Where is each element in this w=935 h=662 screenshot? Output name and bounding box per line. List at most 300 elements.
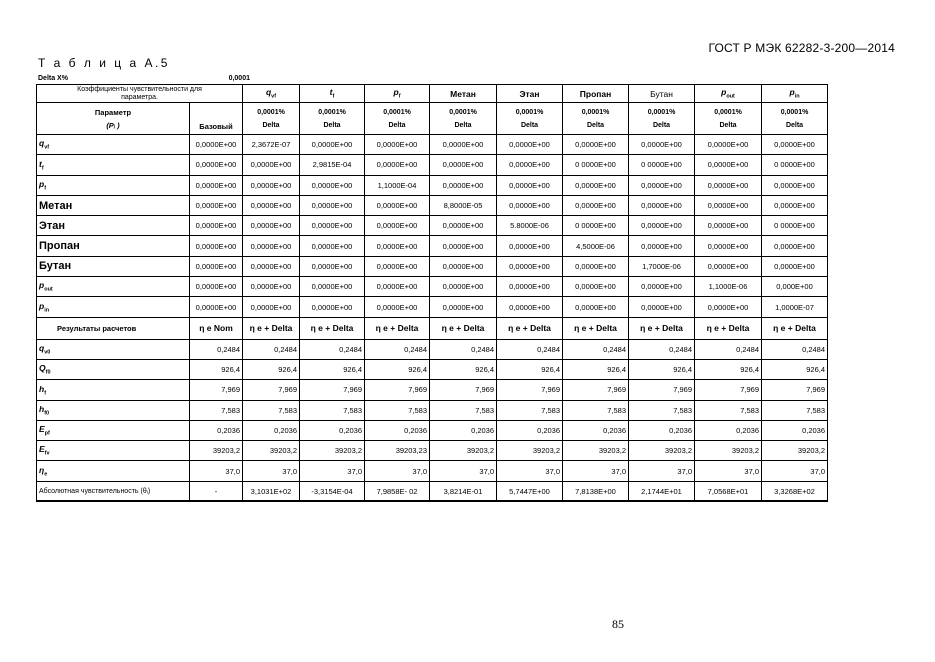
row-label-text: h bbox=[39, 383, 45, 394]
value-cell: 926,4 bbox=[563, 359, 629, 379]
value-cell: 0,0000E+00 bbox=[190, 277, 243, 297]
value-cell: 0,0000E+00 bbox=[695, 155, 762, 175]
eta-header: η e + Delta bbox=[762, 317, 828, 339]
row-label bbox=[37, 461, 190, 481]
delta-word: Delta bbox=[323, 121, 341, 129]
value-cell: 0,0000E+00 bbox=[190, 236, 243, 256]
value-cell: 0,0000E+00 bbox=[243, 297, 300, 317]
value-cell: 0,2484 bbox=[430, 339, 497, 359]
value-cell: 37,0 bbox=[430, 461, 497, 481]
delta-word: Delta bbox=[520, 121, 539, 129]
value-cell: 0,000E+00 bbox=[762, 277, 828, 297]
value-cell: 2,9815E-04 bbox=[300, 155, 365, 175]
value-cell: 0,0000E+00 bbox=[695, 297, 762, 317]
value-cell: 37,0 bbox=[365, 461, 430, 481]
value-cell: 7,583 bbox=[365, 400, 430, 420]
abs-value: 3,1031E+02 bbox=[243, 481, 300, 501]
row-label-text: Пропан bbox=[39, 240, 80, 253]
value-cell: 926,4 bbox=[300, 359, 365, 379]
value-cell: 7,583 bbox=[695, 400, 762, 420]
row-label-sub: out bbox=[44, 287, 53, 294]
value-cell: 0,0000E+00 bbox=[430, 155, 497, 175]
row-label bbox=[37, 297, 190, 317]
value-cell: 0,0000E+00 bbox=[365, 277, 430, 297]
delta-header bbox=[300, 103, 365, 135]
row-label bbox=[37, 175, 190, 195]
value-cell: 0,0000E+00 bbox=[190, 256, 243, 276]
value-cell: 39203,2 bbox=[243, 441, 300, 461]
value-cell: 0,0000E+00 bbox=[497, 236, 563, 256]
result-row bbox=[37, 400, 828, 420]
value-cell: 0,2036 bbox=[430, 420, 497, 440]
value-cell: 0,2036 bbox=[695, 420, 762, 440]
column-header bbox=[365, 85, 430, 103]
delta-percent: 0,0001% bbox=[581, 108, 610, 116]
value-cell: 926,4 bbox=[629, 359, 695, 379]
value-cell: 0,0000E+00 bbox=[430, 216, 497, 236]
value-cell: 0,0000E+00 bbox=[300, 277, 365, 297]
value-cell: 0,0000E+00 bbox=[497, 256, 563, 276]
value-cell: 0,0000E+00 bbox=[563, 277, 629, 297]
value-cell: 0,0000E+00 bbox=[629, 175, 695, 195]
value-cell: 0,2484 bbox=[190, 339, 243, 359]
row-label bbox=[37, 380, 190, 400]
value-cell: 926,4 bbox=[762, 359, 828, 379]
standard-number: ГОСТ Р МЭК 62282-3-200—2014 bbox=[708, 41, 895, 55]
column-header: Этан bbox=[497, 85, 563, 103]
column-header bbox=[300, 85, 365, 103]
abs-sensitivity-row bbox=[37, 481, 828, 501]
delta-percent: 0,0001% bbox=[449, 108, 477, 116]
value-cell: 0,0000E+00 bbox=[695, 135, 762, 155]
value-cell: 0,0000E+00 bbox=[243, 277, 300, 297]
value-cell: 7,583 bbox=[762, 400, 828, 420]
abs-value: 3,3268E+02 bbox=[762, 481, 828, 501]
value-cell: 0,0000E+00 bbox=[430, 297, 497, 317]
input-row bbox=[37, 175, 828, 195]
abs-value: 5,7447E+00 bbox=[497, 481, 563, 501]
value-cell: 7,583 bbox=[497, 400, 563, 420]
value-cell: 0,0000E+00 bbox=[629, 195, 695, 215]
value-cell: 0,0000E+00 bbox=[695, 236, 762, 256]
row-label-text: Этан bbox=[39, 219, 65, 232]
value-cell: 0,0000E+00 bbox=[762, 256, 828, 276]
value-cell: 0,0000E+00 bbox=[497, 195, 563, 215]
value-cell: 0,2036 bbox=[563, 420, 629, 440]
column-symbol-display: t bbox=[329, 87, 333, 98]
base-header: Базовый bbox=[190, 103, 243, 135]
value-cell: 39203,2 bbox=[563, 441, 629, 461]
row-label-sub: v0 bbox=[44, 349, 51, 356]
row-label-text: Метан bbox=[39, 199, 73, 212]
row-label bbox=[37, 256, 190, 276]
row-label bbox=[37, 277, 190, 297]
value-cell: 0,0000E+00 bbox=[365, 297, 430, 317]
value-cell: 37,0 bbox=[563, 461, 629, 481]
value-cell: 0,0000E+00 bbox=[300, 236, 365, 256]
column-header bbox=[695, 85, 762, 103]
column-header bbox=[762, 85, 828, 103]
column-subscript: f bbox=[332, 93, 335, 100]
row-label-text: p bbox=[39, 300, 45, 311]
value-cell: 0,0000E+00 bbox=[190, 155, 243, 175]
value-cell: 0,0000E+00 bbox=[190, 195, 243, 215]
delta-word: Delta bbox=[388, 121, 406, 129]
row-label bbox=[37, 400, 190, 420]
value-cell: 39203,2 bbox=[190, 441, 243, 461]
value-cell: 0,0000E+00 bbox=[629, 277, 695, 297]
value-cell: 0,2484 bbox=[629, 339, 695, 359]
row-label bbox=[37, 359, 190, 379]
row-label bbox=[37, 135, 190, 155]
row-label-text: q bbox=[39, 138, 45, 149]
value-cell: 0,0000E+00 bbox=[497, 175, 563, 195]
result-row bbox=[37, 380, 828, 400]
column-subscript: in bbox=[794, 93, 800, 100]
column-symbol-display: q bbox=[265, 87, 272, 98]
input-row bbox=[37, 155, 828, 175]
delta-header bbox=[563, 103, 629, 135]
results-header-row bbox=[37, 317, 828, 339]
row-label-sub: vf bbox=[44, 144, 50, 151]
value-cell: 0,0000E+00 bbox=[190, 297, 243, 317]
header-row-2 bbox=[37, 103, 828, 135]
value-cell: 0,0000E+00 bbox=[563, 297, 629, 317]
row-label-text: t bbox=[39, 158, 42, 169]
row-label-text: q bbox=[39, 342, 45, 353]
row-label-sub: f0 bbox=[45, 369, 51, 376]
value-cell: 0,0000E+00 bbox=[365, 155, 430, 175]
value-cell: 7,969 bbox=[497, 380, 563, 400]
value-cell: 0,2484 bbox=[695, 339, 762, 359]
row-label-text: E bbox=[39, 424, 45, 435]
value-cell: 0,0000E+00 bbox=[563, 195, 629, 215]
column-header: Пропан bbox=[563, 85, 629, 103]
value-cell: 0,0000E+00 bbox=[629, 216, 695, 236]
value-cell: 0,0000E+00 bbox=[695, 175, 762, 195]
row-label-text: Q bbox=[39, 363, 46, 374]
column-subscript: out bbox=[726, 93, 735, 100]
value-cell: 0 0000E+00 bbox=[629, 155, 695, 175]
delta-percent: 0,0001% bbox=[647, 108, 676, 116]
delta-word: Delta bbox=[785, 121, 804, 129]
abs-value: 7,0568E+01 bbox=[695, 481, 762, 501]
value-cell: 0,0000E+00 bbox=[190, 175, 243, 195]
value-cell: 926,4 bbox=[243, 359, 300, 379]
value-cell: 926,4 bbox=[365, 359, 430, 379]
eta-header: η e + Delta bbox=[365, 317, 430, 339]
delta-header bbox=[243, 103, 300, 135]
value-cell: 926,4 bbox=[497, 359, 563, 379]
value-cell: 7,969 bbox=[365, 380, 430, 400]
delta-label: Delta X% bbox=[38, 75, 68, 82]
input-row bbox=[37, 195, 828, 215]
eta-header: η e + Delta bbox=[243, 317, 300, 339]
row-label bbox=[37, 339, 190, 359]
column-subscript: f bbox=[398, 93, 401, 100]
row-label-sub: f bbox=[44, 390, 47, 397]
value-cell: 926,4 bbox=[695, 359, 762, 379]
delta-setting bbox=[38, 75, 250, 82]
value-cell: 7,583 bbox=[629, 400, 695, 420]
abs-value: 7,8138E+00 bbox=[563, 481, 629, 501]
delta-word: Delta bbox=[586, 121, 605, 129]
value-cell: 0,0000E+00 bbox=[497, 277, 563, 297]
delta-header bbox=[695, 103, 762, 135]
value-cell: 39203,23 bbox=[365, 441, 430, 461]
row-label-text: p bbox=[39, 280, 45, 291]
value-cell: 0,0000E+00 bbox=[243, 216, 300, 236]
delta-word: Delta bbox=[454, 121, 472, 129]
value-cell: 0,0000E+00 bbox=[430, 175, 497, 195]
value-cell: 8,8000E-05 bbox=[430, 195, 497, 215]
value-cell: 1,1000E-06 bbox=[695, 277, 762, 297]
delta-percent: 0,0001% bbox=[383, 108, 411, 116]
value-cell: 0,0000E+00 bbox=[300, 175, 365, 195]
value-cell: 0,0000E+00 bbox=[243, 236, 300, 256]
value-cell: 7,583 bbox=[300, 400, 365, 420]
value-cell: 0,0000E+00 bbox=[190, 216, 243, 236]
value-cell: 0,2484 bbox=[762, 339, 828, 359]
delta-percent: 0,0001% bbox=[780, 108, 809, 116]
value-cell: 0,0000E+00 bbox=[300, 256, 365, 276]
value-cell: 0 0000E+00 bbox=[563, 155, 629, 175]
row-label bbox=[37, 216, 190, 236]
value-cell: 1,0000E-07 bbox=[762, 297, 828, 317]
results-label: Результаты расчетов bbox=[37, 317, 190, 339]
delta-header bbox=[365, 103, 430, 135]
value-cell: 0,0000E+00 bbox=[563, 135, 629, 155]
param-sub: (Pᵢ ) bbox=[106, 120, 120, 130]
row-label-sub: e bbox=[44, 471, 48, 478]
value-cell: 37,0 bbox=[243, 461, 300, 481]
delta-percent: 0,0001% bbox=[257, 108, 285, 116]
row-label-text: η bbox=[39, 464, 45, 475]
delta-header bbox=[497, 103, 563, 135]
value-cell: 0,0000E+00 bbox=[762, 175, 828, 195]
value-cell: 0,2036 bbox=[190, 420, 243, 440]
eta-header: η e + Delta bbox=[300, 317, 365, 339]
value-cell: 5.8000E-06 bbox=[497, 216, 563, 236]
abs-value: 7,9858E- 02 bbox=[365, 481, 430, 501]
delta-value: 0,0001 bbox=[228, 75, 250, 82]
delta-header bbox=[430, 103, 497, 135]
value-cell: 0,2484 bbox=[243, 339, 300, 359]
value-cell: 0,0000E+00 bbox=[695, 256, 762, 276]
delta-word: Delta bbox=[719, 121, 737, 129]
input-row bbox=[37, 216, 828, 236]
input-row bbox=[37, 135, 828, 155]
row-label bbox=[37, 236, 190, 256]
value-cell: 7,583 bbox=[430, 400, 497, 420]
value-cell: 0 0000E+00 bbox=[563, 216, 629, 236]
result-row bbox=[37, 359, 828, 379]
value-cell: 0,0000E+00 bbox=[365, 135, 430, 155]
value-cell: 0 0000E+00 bbox=[762, 155, 828, 175]
result-row bbox=[37, 441, 828, 461]
value-cell: 39203,2 bbox=[695, 441, 762, 461]
param-header bbox=[37, 103, 190, 135]
value-cell: 0,0000E+00 bbox=[762, 135, 828, 155]
eta-header: η e + Delta bbox=[695, 317, 762, 339]
value-cell: 0,0000E+00 bbox=[365, 195, 430, 215]
value-cell: 37,0 bbox=[497, 461, 563, 481]
input-row bbox=[37, 297, 828, 317]
column-symbol-display: p bbox=[721, 87, 727, 98]
delta-word: Delta bbox=[262, 121, 280, 129]
page-number: 85 bbox=[612, 617, 624, 631]
input-row bbox=[37, 236, 828, 256]
value-cell: 7,969 bbox=[430, 380, 497, 400]
abs-value: 2,1744E+01 bbox=[629, 481, 695, 501]
column-symbol-display: p bbox=[393, 87, 399, 98]
value-cell: 0,2036 bbox=[497, 420, 563, 440]
row-label-text: p bbox=[39, 178, 45, 189]
value-cell: 1,7000E-06 bbox=[629, 256, 695, 276]
value-cell: 0 0000E+00 bbox=[762, 216, 828, 236]
value-cell: 39203,2 bbox=[497, 441, 563, 461]
value-cell: 7,969 bbox=[762, 380, 828, 400]
value-cell: 37,0 bbox=[762, 461, 828, 481]
value-cell: 7,969 bbox=[300, 380, 365, 400]
value-cell: 0,0000E+00 bbox=[365, 216, 430, 236]
value-cell: 7,583 bbox=[563, 400, 629, 420]
value-cell: 39203,2 bbox=[300, 441, 365, 461]
value-cell: 0,0000E+00 bbox=[300, 216, 365, 236]
value-cell: 0,0000E+00 bbox=[430, 236, 497, 256]
value-cell: 7,969 bbox=[243, 380, 300, 400]
value-cell: 0,0000E+00 bbox=[497, 297, 563, 317]
value-cell: 0,0000E+00 bbox=[695, 216, 762, 236]
result-row bbox=[37, 420, 828, 440]
row-label-sub: pf bbox=[44, 430, 50, 437]
delta-header bbox=[629, 103, 695, 135]
value-cell: 0,2484 bbox=[497, 339, 563, 359]
value-cell: 7,583 bbox=[243, 400, 300, 420]
row-label bbox=[37, 420, 190, 440]
value-cell: 2,3672E-07 bbox=[243, 135, 300, 155]
value-cell: 0,0000E+00 bbox=[190, 135, 243, 155]
value-cell: 7,969 bbox=[629, 380, 695, 400]
value-cell: 0,0000E+00 bbox=[497, 135, 563, 155]
value-cell: 0,0000E+00 bbox=[563, 175, 629, 195]
value-cell: 0,0000E+00 bbox=[243, 256, 300, 276]
value-cell: 0,0000E+00 bbox=[300, 135, 365, 155]
corner-label: Коэффициенты чувствительности для параметра. bbox=[37, 85, 243, 103]
value-cell: 0,0000E+00 bbox=[430, 256, 497, 276]
value-cell: 7,969 bbox=[190, 380, 243, 400]
column-symbol-display: p bbox=[789, 87, 795, 98]
param-label: Параметр bbox=[94, 107, 132, 117]
input-row bbox=[37, 277, 828, 297]
value-cell: 0,0000E+00 bbox=[243, 155, 300, 175]
result-row bbox=[37, 461, 828, 481]
value-cell: 39203,2 bbox=[762, 441, 828, 461]
value-cell: 0,2484 bbox=[365, 339, 430, 359]
abs-value: 3,8214E-01 bbox=[430, 481, 497, 501]
value-cell: 0,2036 bbox=[762, 420, 828, 440]
row-label bbox=[37, 195, 190, 215]
value-cell: 0,0000E+00 bbox=[762, 236, 828, 256]
value-cell: 0,0000E+00 bbox=[365, 256, 430, 276]
row-label-sub: f bbox=[41, 165, 44, 172]
value-cell: 7,583 bbox=[190, 400, 243, 420]
delta-header bbox=[762, 103, 828, 135]
row-label-text: h bbox=[39, 403, 45, 414]
value-cell: 1,1000E-04 bbox=[365, 175, 430, 195]
abs-value: - bbox=[190, 481, 243, 501]
abs-value: -3,3154E-04 bbox=[300, 481, 365, 501]
value-cell: 0,0000E+00 bbox=[300, 195, 365, 215]
row-label-sub: f0 bbox=[44, 410, 50, 417]
value-cell: 0,0000E+00 bbox=[695, 195, 762, 215]
value-cell: 926,4 bbox=[190, 359, 243, 379]
value-cell: 37,0 bbox=[629, 461, 695, 481]
value-cell: 0,0000E+00 bbox=[629, 297, 695, 317]
value-cell: 0,2036 bbox=[365, 420, 430, 440]
eta-header: η e + Delta bbox=[430, 317, 497, 339]
eta-header: η e + Delta bbox=[629, 317, 695, 339]
value-cell: 37,0 bbox=[190, 461, 243, 481]
value-cell: 0,2036 bbox=[300, 420, 365, 440]
value-cell: 926,4 bbox=[430, 359, 497, 379]
row-label-text: E bbox=[39, 444, 45, 455]
table-caption: Т а б л и ц а А.5 bbox=[38, 56, 170, 70]
value-cell: 4,5000E-06 bbox=[563, 236, 629, 256]
row-label bbox=[37, 441, 190, 461]
value-cell: 0,2036 bbox=[243, 420, 300, 440]
delta-percent: 0,0001% bbox=[714, 108, 742, 116]
value-cell: 37,0 bbox=[695, 461, 762, 481]
value-cell: 0,0000E+00 bbox=[563, 256, 629, 276]
value-cell: 7,969 bbox=[695, 380, 762, 400]
value-cell: 37,0 bbox=[300, 461, 365, 481]
eta-header: η e + Delta bbox=[563, 317, 629, 339]
value-cell: 0,0000E+00 bbox=[629, 135, 695, 155]
header-row-1 bbox=[37, 85, 828, 103]
delta-percent: 0,0001% bbox=[318, 108, 346, 116]
value-cell: 0,0000E+00 bbox=[497, 155, 563, 175]
value-cell: 0,0000E+00 bbox=[243, 175, 300, 195]
value-cell: 39203,2 bbox=[629, 441, 695, 461]
result-row bbox=[37, 339, 828, 359]
value-cell: 7,969 bbox=[563, 380, 629, 400]
value-cell: 0,0000E+00 bbox=[629, 236, 695, 256]
value-cell: 0,2484 bbox=[300, 339, 365, 359]
column-header: Бутан bbox=[629, 85, 695, 103]
row-label-sub: fv bbox=[44, 451, 50, 458]
row-label bbox=[37, 155, 190, 175]
value-cell: 39203,2 bbox=[430, 441, 497, 461]
eta-header: η e Nom bbox=[190, 317, 243, 339]
column-subscript: vf bbox=[271, 93, 277, 100]
delta-word: Delta bbox=[652, 121, 671, 129]
sensitivity-table bbox=[36, 84, 828, 502]
value-cell: 0,0000E+00 bbox=[300, 297, 365, 317]
abs-label: Абсолютная чувствительность (θᵢ) bbox=[37, 481, 190, 501]
input-row bbox=[37, 256, 828, 276]
eta-header: η e + Delta bbox=[497, 317, 563, 339]
value-cell: 0,0000E+00 bbox=[762, 195, 828, 215]
row-label-sub: in bbox=[44, 307, 50, 314]
delta-percent: 0,0001% bbox=[515, 108, 544, 116]
column-header: Метан bbox=[430, 85, 497, 103]
value-cell: 0,0000E+00 bbox=[365, 236, 430, 256]
row-label-sub: f bbox=[44, 185, 47, 192]
column-header bbox=[243, 85, 300, 103]
value-cell: 0,0000E+00 bbox=[430, 277, 497, 297]
value-cell: 0,0000E+00 bbox=[430, 135, 497, 155]
